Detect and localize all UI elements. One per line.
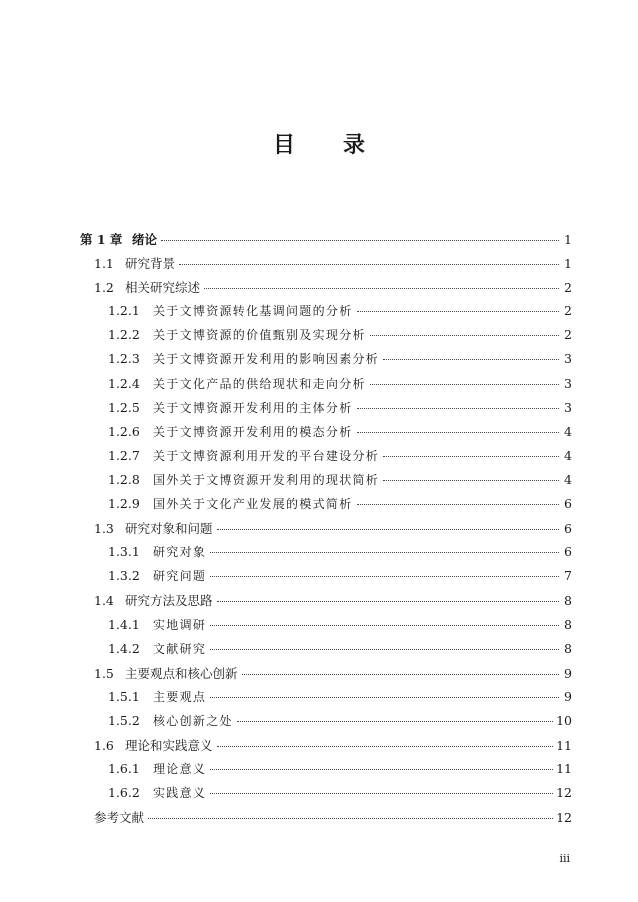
dot-leader: [370, 384, 559, 385]
toc-entry-label: 实践意义: [153, 786, 207, 801]
toc-entry-number: 1.2.2: [108, 327, 140, 343]
toc-entry[interactable]: [80, 543, 572, 567]
dot-leader: [357, 311, 559, 312]
toc-entry-page: 8: [564, 616, 572, 632]
toc-entry-label: 研究背景: [125, 256, 176, 272]
toc-entry-label: 相关研究综述: [125, 280, 201, 296]
toc-entry-label: 研究方法及思路: [125, 593, 213, 609]
dot-leader: [210, 793, 553, 794]
toc-entry[interactable]: [80, 254, 572, 278]
toc-entry[interactable]: [80, 736, 572, 760]
toc-entry[interactable]: [80, 447, 572, 471]
toc-entry[interactable]: [80, 278, 572, 302]
dot-leader: [217, 529, 559, 530]
dot-leader: [217, 746, 554, 747]
toc-entry-page: 2: [564, 327, 572, 343]
toc-entry[interactable]: [80, 616, 572, 640]
toc-entry-number: 1.4.2: [108, 640, 140, 656]
toc-entry-label: 关于文博资源利用开发的平台建设分析: [153, 448, 380, 463]
toc-entry-label: 研究对象和问题: [125, 521, 213, 537]
page-title: [0, 128, 638, 159]
dot-leader: [237, 721, 553, 722]
toc-entry-number: 1.5: [94, 665, 114, 681]
toc-entry-label: 关于文博资源开发利用的主体分析: [153, 400, 353, 415]
dot-leader: [179, 264, 559, 265]
toc-entry-page: 11: [556, 737, 572, 753]
toc-entry-page: 9: [564, 688, 572, 704]
toc-entry[interactable]: [80, 688, 572, 712]
toc-entry-number: 1.2: [94, 280, 114, 296]
dot-leader: [210, 576, 559, 577]
toc-entry-label: 主要观点和核心创新: [125, 665, 238, 681]
dot-leader: [210, 552, 559, 553]
toc-entry[interactable]: [80, 591, 572, 615]
toc-entry-page: 12: [556, 810, 572, 826]
title-char-left: 目: [272, 133, 295, 158]
toc-entry[interactable]: [80, 423, 572, 447]
toc-entry-number: 1.6.1: [108, 761, 140, 777]
dot-leader: [242, 674, 559, 675]
toc-entry-label: 关于文博资源开发利用的模态分析: [153, 424, 353, 439]
toc-entry-label: 关于文化产品的供给现状和走向分析: [153, 376, 366, 391]
toc-entry-label: 理论和实践意义: [125, 737, 213, 753]
toc-entry-page: 10: [556, 712, 572, 728]
toc-entry-number: 1.2.7: [108, 447, 140, 463]
dot-leader: [383, 359, 559, 360]
toc-entry-page: 7: [564, 568, 572, 584]
dot-leader: [357, 504, 559, 505]
toc-entry-number: 1.6: [94, 737, 114, 753]
dot-leader: [370, 335, 559, 336]
toc-entry-page: 3: [564, 351, 572, 367]
toc-entry-number: 1.3: [94, 521, 114, 537]
toc-entry[interactable]: [80, 760, 572, 784]
dot-leader: [357, 432, 559, 433]
toc-entry-number: 1.3.1: [108, 544, 140, 560]
dot-leader: [383, 456, 559, 457]
dot-leader: [161, 240, 559, 241]
toc-entry[interactable]: [80, 399, 572, 423]
dot-leader: [210, 649, 559, 650]
toc-entry-number: 1.1: [94, 256, 114, 272]
toc-entry-label: 关于文博资源开发利用的影响因素分析: [153, 352, 380, 367]
toc-entry[interactable]: [80, 640, 572, 664]
toc-entry[interactable]: [80, 784, 572, 808]
toc-entry[interactable]: [80, 664, 572, 688]
toc-entry-number: 1.3.2: [108, 568, 140, 584]
toc-entry[interactable]: [80, 567, 572, 591]
toc-entry-page: 8: [564, 640, 572, 656]
toc-entry[interactable]: [80, 375, 572, 399]
toc-entry-label: 实地调研: [153, 617, 207, 632]
toc-entry[interactable]: [80, 230, 572, 254]
toc-entry-page: 2: [564, 303, 572, 319]
toc-entry-label: 绪论: [132, 232, 158, 247]
toc-entry-label: 关于文博资源转化基调问题的分析: [153, 304, 353, 319]
toc-entry-label: 关于文博资源的价值甄别及实现分析: [153, 328, 366, 343]
toc-entry-label: 理论意义: [153, 762, 207, 777]
title-char-right: 录: [343, 133, 366, 158]
toc-entry-page: 6: [564, 544, 572, 560]
dot-leader: [217, 601, 559, 602]
toc-entry-number: 1.5.1: [108, 688, 140, 704]
toc-entry[interactable]: [80, 519, 572, 543]
toc-entry[interactable]: [80, 302, 572, 326]
dot-leader: [148, 818, 553, 819]
toc-entry[interactable]: [80, 326, 572, 350]
toc-entry-page: 4: [564, 447, 572, 463]
toc-entry-page: 6: [564, 496, 572, 512]
toc-entry-label: 国外关于文化产业发展的模式简析: [153, 497, 353, 512]
toc-entry-page: 3: [564, 399, 572, 415]
toc-entry-number: 1.2.9: [108, 496, 140, 512]
toc-entry-number: 1.4.1: [108, 616, 140, 632]
toc-entry[interactable]: [80, 495, 572, 519]
toc-entry-page: 6: [564, 521, 572, 537]
toc-entry-label: 研究问题: [153, 569, 207, 584]
dot-leader: [383, 480, 559, 481]
dot-leader: [210, 769, 553, 770]
toc-entry-number: 1.2.4: [108, 375, 140, 391]
toc-entry[interactable]: [80, 471, 572, 495]
dot-leader: [204, 288, 559, 289]
toc-entry-page: 1: [564, 256, 572, 272]
toc-entry-page: 12: [556, 785, 572, 801]
toc-entry[interactable]: [80, 712, 572, 736]
toc-entry-page: 4: [564, 471, 572, 487]
toc-entry[interactable]: [80, 350, 572, 374]
toc-entry-label: 核心创新之处: [153, 713, 233, 728]
toc-entry-label: 国外关于文博资源开发利用的现状简析: [153, 472, 380, 487]
toc-entry-number: 1.4: [94, 593, 114, 609]
dot-leader: [210, 625, 559, 626]
toc-entry-page: 9: [564, 665, 572, 681]
toc-entry-number: 1.2.8: [108, 471, 140, 487]
toc-entry-number: 1.2.3: [108, 351, 140, 367]
toc-entry-page: 3: [564, 375, 572, 391]
page-number-folio: iii: [559, 852, 570, 865]
toc-entry-number: 1.2.5: [108, 399, 140, 415]
toc-entry-page: 11: [556, 761, 572, 777]
toc-entry-page: 1: [564, 232, 572, 247]
toc-entry-page: 8: [564, 593, 572, 609]
toc-entry[interactable]: [80, 808, 572, 832]
toc-entry-label: 文献研究: [153, 641, 207, 656]
dot-leader: [357, 408, 559, 409]
toc-entry-number: 1.2.1: [108, 303, 140, 319]
toc-entry-number: 1.2.6: [108, 423, 140, 439]
toc-entry-page: 4: [564, 423, 572, 439]
toc-entry-label: 参考文献: [94, 810, 145, 826]
toc-entry-label: 研究对象: [153, 545, 207, 560]
dot-leader: [210, 697, 559, 698]
toc-entry-page: 2: [564, 280, 572, 296]
table-of-contents: [80, 230, 572, 832]
toc-entry-label: 主要观点: [153, 689, 207, 704]
toc-entry-number: 1.5.2: [108, 712, 140, 728]
toc-entry-number: 第 1 章: [80, 232, 123, 247]
toc-entry-number: 1.6.2: [108, 785, 140, 801]
